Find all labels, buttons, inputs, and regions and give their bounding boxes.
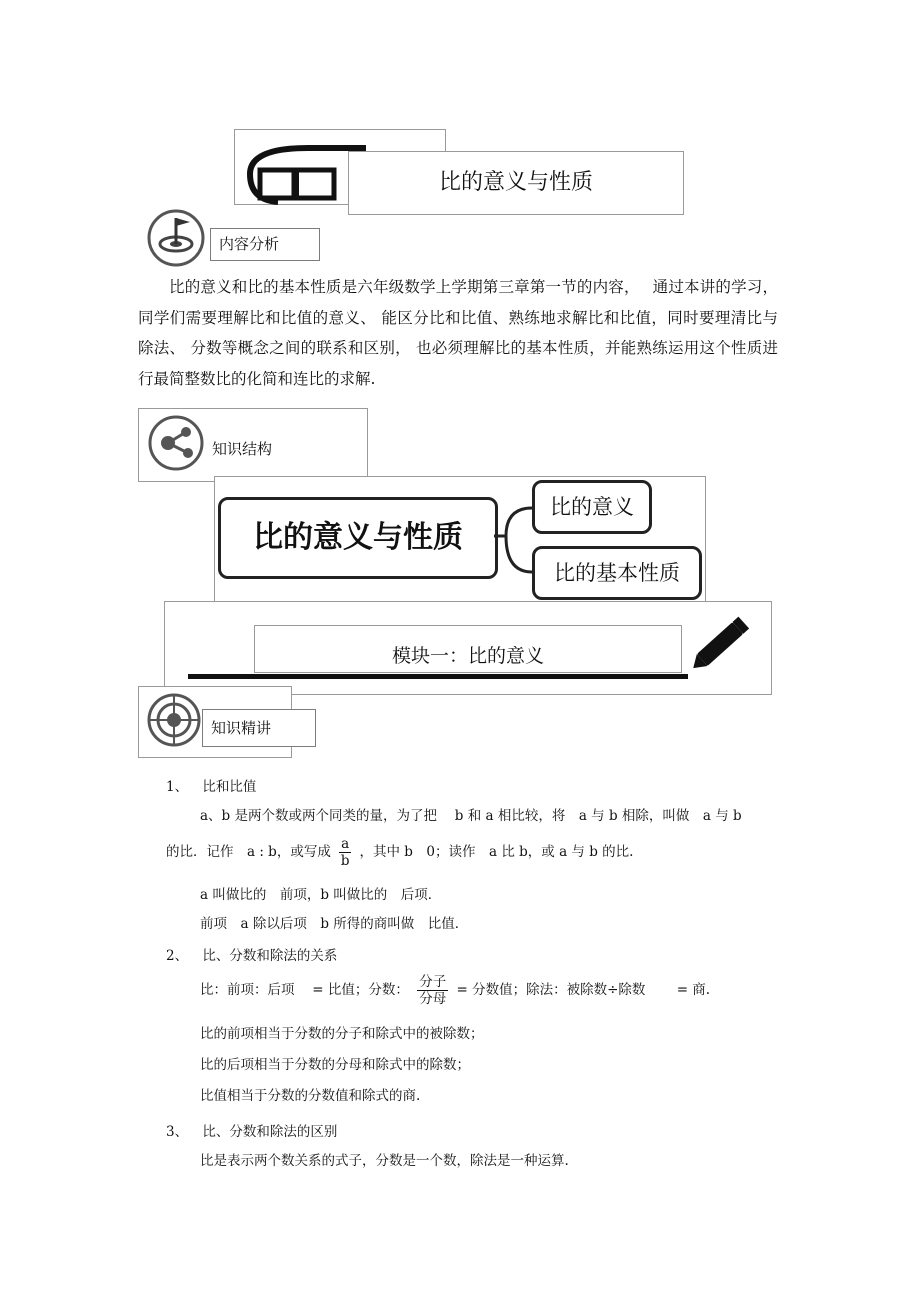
mindmap-root-label: 比的意义与性质 xyxy=(253,520,463,555)
module-title: 模块一：比的意义 xyxy=(391,645,544,667)
section-label-lecture: 知识精讲 xyxy=(211,719,272,737)
item-2-line-1b: = 分数值；除法：被除数÷除数 = 商. xyxy=(456,982,711,998)
section-heading-content xyxy=(210,228,320,261)
item-1-line-4: 前项 a 除以后项 b 所得的商叫做 比值． xyxy=(200,916,469,932)
mindmap-child-meaning-label: 比的意义 xyxy=(550,495,634,519)
content-paragraph: 比的意义和比的基本性质是六年级数学上学期第三章第一节的内容， 通过本讲的学习，同学们需要理解比和比值的意义、 能区分比和比值、熟练地求解比和比值，同时要理清比与除法、 分数等概念之间的联系和区别， 也必须理解比的基本性质，并能熟练运用这个性质进行最简整数比的化简和连比的求解. xyxy=(138,278,778,388)
item-3-heading xyxy=(166,1122,337,1142)
item-1-title: 比和比值 xyxy=(202,779,257,795)
item-3-title: 比、分数和除法的区别 xyxy=(202,1124,338,1140)
pencil-icon xyxy=(684,608,756,680)
item-2-line-4: 比值相当于分数的分数值和除式的商. xyxy=(200,1088,421,1104)
item-2-title: 比、分数和除法的关系 xyxy=(202,948,338,964)
mindmap-root xyxy=(218,497,498,579)
module-title-box xyxy=(254,625,682,673)
item-2-line-3: 比的后项相当于分数的分母和除式中的除数； xyxy=(200,1057,470,1073)
item-1-line-1: a、b 是两个数或两个同类的量，为了把 b 和 a 相比较，将 a 与 b 相除，叫做 a 与 b xyxy=(200,808,742,824)
mindmap-child-property-label: 比的基本性质 xyxy=(554,561,680,585)
item-1-line-2 xyxy=(166,832,633,872)
target-flag-icon xyxy=(146,208,210,268)
section-label-content: 内容分析 xyxy=(219,235,280,253)
section-label-structure: 知识结构 xyxy=(212,440,273,458)
fraction-denominator-text: 分母 xyxy=(419,991,447,1007)
module-underline xyxy=(188,674,688,679)
item-1-line-3: a 叫做比的 前项，b 叫做比的 后项． xyxy=(200,887,442,903)
item-2-line-2: 比的前项相当于分数的分子和除式中的被除数； xyxy=(200,1026,484,1042)
fraction-numerator-text: 分子 xyxy=(419,974,447,990)
page-title: 比的意义与性质 xyxy=(438,170,593,195)
mindmap-child-meaning xyxy=(532,480,652,534)
section-heading-lecture xyxy=(202,709,316,747)
title-box xyxy=(348,151,684,215)
item-3-line-1: 比是表示两个数关系的式子，分数是一个数，除法是一种运算. xyxy=(200,1153,569,1169)
item-1-heading xyxy=(166,777,256,797)
mindmap-child-property xyxy=(532,546,702,600)
target-icon xyxy=(146,692,202,748)
item-2-number: 2、 xyxy=(166,948,189,964)
item-1-number: 1、 xyxy=(166,779,189,795)
item-2-line-1 xyxy=(200,970,710,1010)
fraction-numerator-over-denominator xyxy=(417,974,448,1007)
item-2-line-1a: 比：前项：后项 = 比值；分数： xyxy=(200,982,409,998)
fraction-denominator: b xyxy=(340,853,350,869)
network-icon xyxy=(146,414,210,472)
item-2-heading xyxy=(166,946,337,966)
fraction-a-over-b xyxy=(339,836,351,869)
mindmap-connector xyxy=(494,500,534,580)
fraction-numerator: a xyxy=(341,836,350,852)
item-1-line-2a: 的比．记作 a : b，或写成 xyxy=(166,844,331,860)
item-1-line-2b: ，其中 b 0；读作 a 比 b，或 a 与 b 的比. xyxy=(359,844,634,860)
item-3-number: 3、 xyxy=(166,1124,189,1140)
section-heading-structure xyxy=(204,434,312,464)
